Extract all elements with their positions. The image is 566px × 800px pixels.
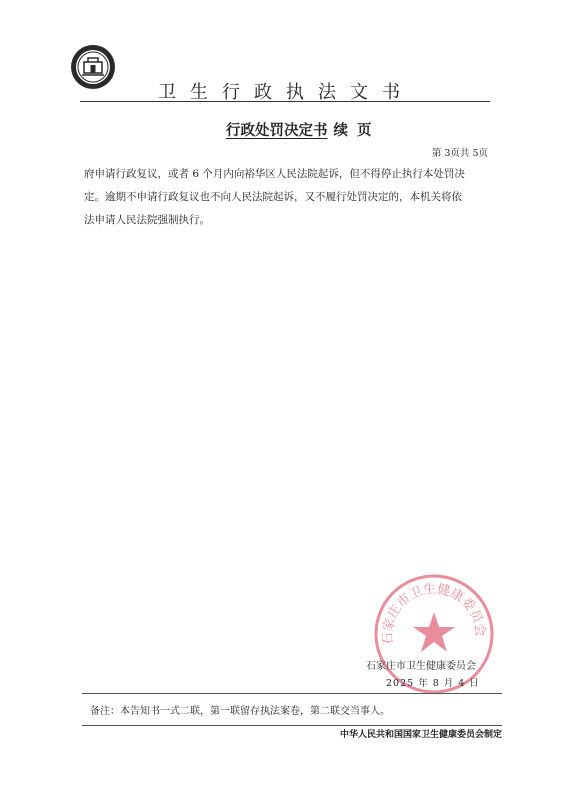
page-indicator: 第 3页共 5页 bbox=[431, 148, 488, 159]
body-line: 法申请人民法院强制执行。 bbox=[84, 214, 210, 226]
note-divider-top bbox=[82, 693, 502, 694]
document-title bbox=[226, 119, 374, 140]
issue-date: 2025 年 8 月 4 日 bbox=[386, 678, 480, 689]
footer-credit: 中华人民共和国国家卫生健康委员会制定 bbox=[339, 730, 502, 740]
note-text: 备注：本告知书一式二联，第一联留存执法案卷，第二联交当事人。 bbox=[90, 706, 390, 717]
note-divider-bottom bbox=[82, 725, 502, 726]
seal-text: 石家庄市卫生健康委员会 bbox=[380, 581, 488, 646]
national-emblem-icon bbox=[70, 44, 116, 90]
header-title: 卫生行政执法文书 bbox=[158, 82, 414, 103]
document-title-suffix: 续 页 bbox=[333, 122, 374, 139]
document-body bbox=[84, 163, 494, 232]
body-line: 定。逾期不申请行政复议也不向人民法院起诉，又不履行处罚决定的，本机关将依 bbox=[84, 191, 462, 203]
issuer-name: 石家庄市卫生健康委员会 bbox=[366, 661, 476, 672]
document-title-main: 行政处罚决定书 bbox=[226, 122, 328, 139]
body-line: 府申请行政复议，或者 6 个月内向裕华区人民法院起诉，但不得停止执行本处罚决 bbox=[84, 168, 465, 180]
header-divider bbox=[80, 101, 490, 102]
